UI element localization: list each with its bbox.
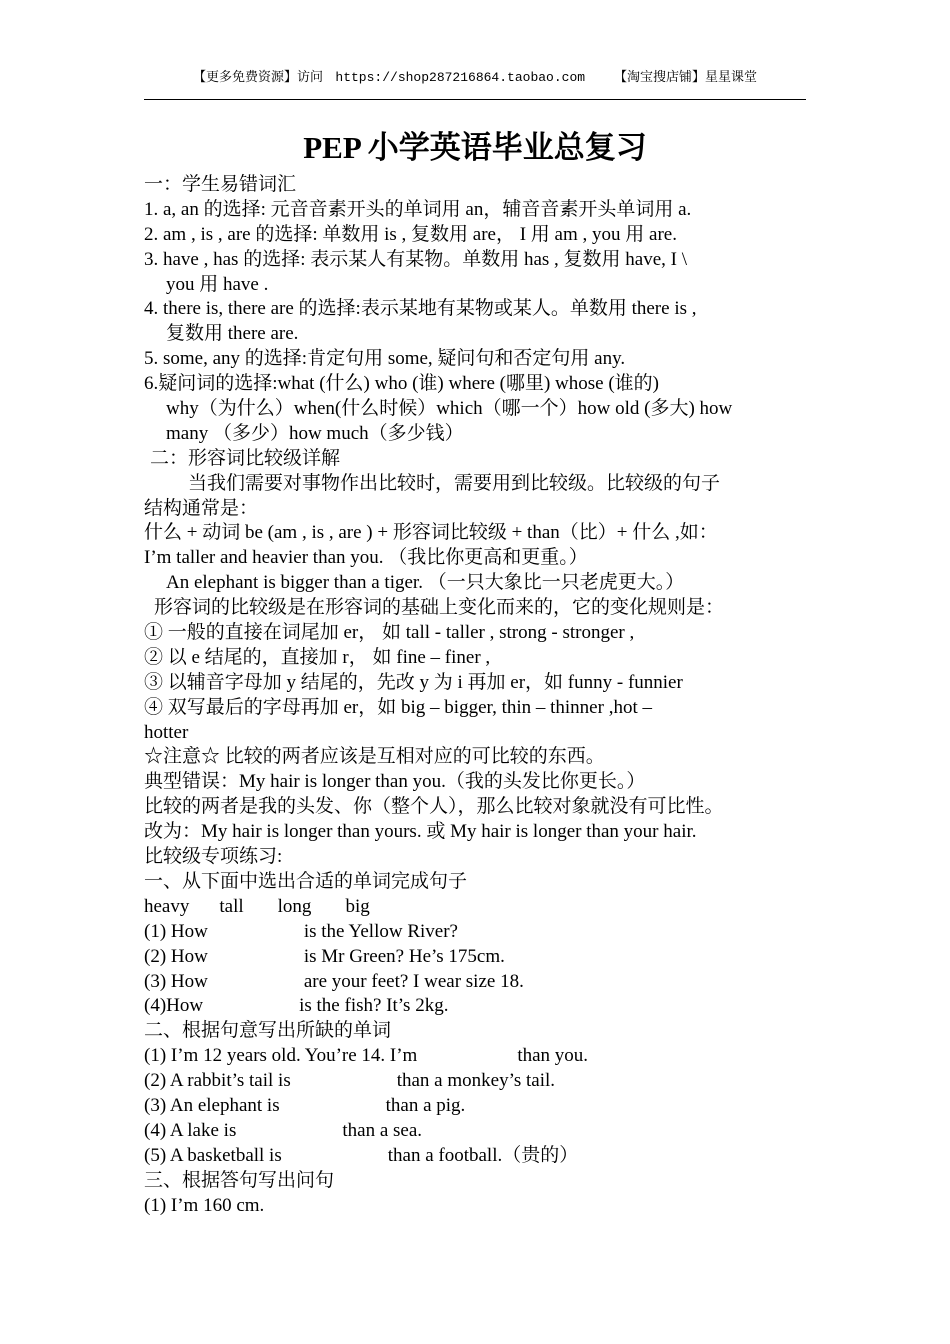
q-suffix: than a pig. bbox=[385, 1094, 466, 1116]
error-explanation: 比较的两者是我的头发、你（整个人），那么比较对象就没有可比性。 bbox=[144, 796, 724, 818]
vocab-item-6-cont: why（为什么）when(什么时候）which（哪一个）how old (多大) how bbox=[166, 398, 733, 420]
exercise1-q1 bbox=[144, 920, 812, 945]
typical-error: 典型错误：My hair is longer than you.（我的头发比你更长。） bbox=[144, 771, 646, 793]
exercise1-q2 bbox=[144, 945, 812, 970]
comparative-example-2: An elephant is bigger than a tiger. （一只大象比一只老虎更大。） bbox=[166, 572, 685, 594]
vocab-item-1: 1. a, an 的选择: 元音音素开头的单词用 an，辅音音素开头单词用 a. bbox=[144, 198, 692, 220]
exercise2-q1 bbox=[144, 1044, 812, 1069]
exercise1-q4 bbox=[144, 994, 812, 1019]
comparative-structure: 什么 + 动词 be (am , is , are ) + 形容词比较级 + than（比）+ 什么 ,如： bbox=[144, 522, 718, 544]
rule-3: ③ 以辅音字母加 y 结尾的，先改 y 为 i 再加 er，如 funny - funnier bbox=[144, 671, 683, 693]
word-bank-item: tall bbox=[219, 895, 244, 917]
comparative-intro: 当我们需要对事物作出比较时，需要用到比较级。比较级的句子 bbox=[188, 472, 721, 494]
exercise2-q4 bbox=[144, 1119, 812, 1144]
q-prefix: (3) An elephant is bbox=[144, 1094, 280, 1116]
exercise1-heading: 一、从下面中选出合适的单词完成句子 bbox=[144, 870, 468, 892]
exercise2-q3 bbox=[144, 1094, 812, 1119]
section1-heading: 一：学生易错词汇 bbox=[144, 174, 297, 195]
exercise3-heading: 三、根据答句写出问句 bbox=[144, 1169, 335, 1191]
q-prefix: (1) I’m 12 years old. You’re 14. I’m bbox=[144, 1045, 418, 1067]
header-left: 【更多免费资源】访问 bbox=[192, 70, 323, 85]
correction: 改为：My hair is longer than yours. 或 My hair is longer than your hair. bbox=[144, 821, 697, 843]
q-prefix: (2) A rabbit’s tail is bbox=[144, 1070, 291, 1092]
q-prefix: (5) A basketball is bbox=[144, 1144, 282, 1166]
q-prefix: (3) How bbox=[144, 970, 208, 992]
practice-heading: 比较级专项练习: bbox=[144, 846, 283, 868]
q-suffix: is the fish? It’s 2kg. bbox=[299, 995, 449, 1017]
page-header bbox=[0, 66, 950, 85]
rule-4-cont: hotter bbox=[144, 721, 189, 743]
q-prefix: (1) How bbox=[144, 920, 208, 942]
word-bank-item: heavy bbox=[144, 895, 190, 917]
vocab-item-6-cont2: many （多少）how much（多少钱） bbox=[166, 422, 464, 444]
header-divider bbox=[144, 99, 806, 100]
exercise3-q1: (1) I’m 160 cm. bbox=[144, 1194, 265, 1216]
q-suffix: than a monkey’s tail. bbox=[396, 1070, 556, 1092]
document-body bbox=[144, 173, 812, 1218]
vocab-item-3: 3. have , has 的选择: 表示某人有某物。单数用 has , 复数用 have, I \ bbox=[144, 248, 688, 270]
vocab-item-6: 6.疑问词的选择:what (什么) who (谁) where (哪里) whose (谁的) bbox=[144, 373, 660, 395]
vocab-item-3-cont: you 用 have . bbox=[166, 273, 269, 295]
vocab-item-2: 2. am , is , are 的选择: 单数用 is , 复数用 are， I 用 am , you 用 are. bbox=[144, 223, 677, 245]
vocab-item-5: 5. some, any 的选择:肯定句用 some, 疑问句和否定句用 any. bbox=[144, 348, 626, 370]
exercise2-heading: 二、根据句意写出所缺的单词 bbox=[144, 1020, 392, 1042]
rule-1: ① 一般的直接在词尾加 er， 如 tall - taller , strong - stronger , bbox=[144, 622, 635, 644]
vocab-item-4: 4. there is, there are 的选择:表示某地有某物或某人。单数用 there is , bbox=[144, 298, 697, 320]
exercise1-q3 bbox=[144, 970, 812, 995]
q-prefix: (4) A lake is bbox=[144, 1119, 237, 1141]
rule-2: ② 以 e 结尾的，直接加 r， 如 fine – finer , bbox=[144, 646, 491, 668]
q-suffix: than a football.（贵的） bbox=[387, 1144, 579, 1166]
rules-intro: 形容词的比较级是在形容词的基础上变化而来的，它的变化规则是： bbox=[154, 597, 725, 619]
q-suffix: is the Yellow River? bbox=[303, 920, 458, 942]
rule-4: ④ 双写最后的字母再加 er，如 big – bigger, thin – thinner ,hot – bbox=[144, 696, 652, 718]
document-title: PEP 小学英语毕业总复习 bbox=[303, 130, 647, 165]
q-suffix: are your feet? I wear size 18. bbox=[303, 970, 524, 992]
word-bank bbox=[144, 895, 812, 920]
section2-heading: 二：形容词比较级详解 bbox=[150, 447, 341, 469]
word-bank-item: long bbox=[277, 895, 312, 917]
word-bank-item: big bbox=[345, 895, 370, 917]
q-prefix: (4)How bbox=[144, 995, 204, 1017]
comparative-intro-cont: 结构通常是： bbox=[144, 497, 259, 519]
header-url[interactable]: https://shop287216864.taobao.com bbox=[335, 70, 586, 85]
header-right: 【淘宝搜店铺】星星课堂 bbox=[613, 70, 757, 85]
q-prefix: (2) How bbox=[144, 945, 208, 967]
q-suffix: than you. bbox=[517, 1045, 589, 1067]
exercise2-q5 bbox=[144, 1144, 812, 1169]
note: ☆注意☆ 比较的两者应该是互相对应的可比较的东西。 bbox=[144, 746, 605, 768]
q-suffix: than a sea. bbox=[342, 1119, 423, 1141]
vocab-item-4-cont: 复数用 there are. bbox=[166, 323, 299, 345]
comparative-example-1: I’m taller and heavier than you. （我比你更高和更重。） bbox=[144, 547, 588, 569]
exercise2-q2 bbox=[144, 1069, 812, 1094]
q-suffix: is Mr Green? He’s 175cm. bbox=[303, 945, 505, 967]
